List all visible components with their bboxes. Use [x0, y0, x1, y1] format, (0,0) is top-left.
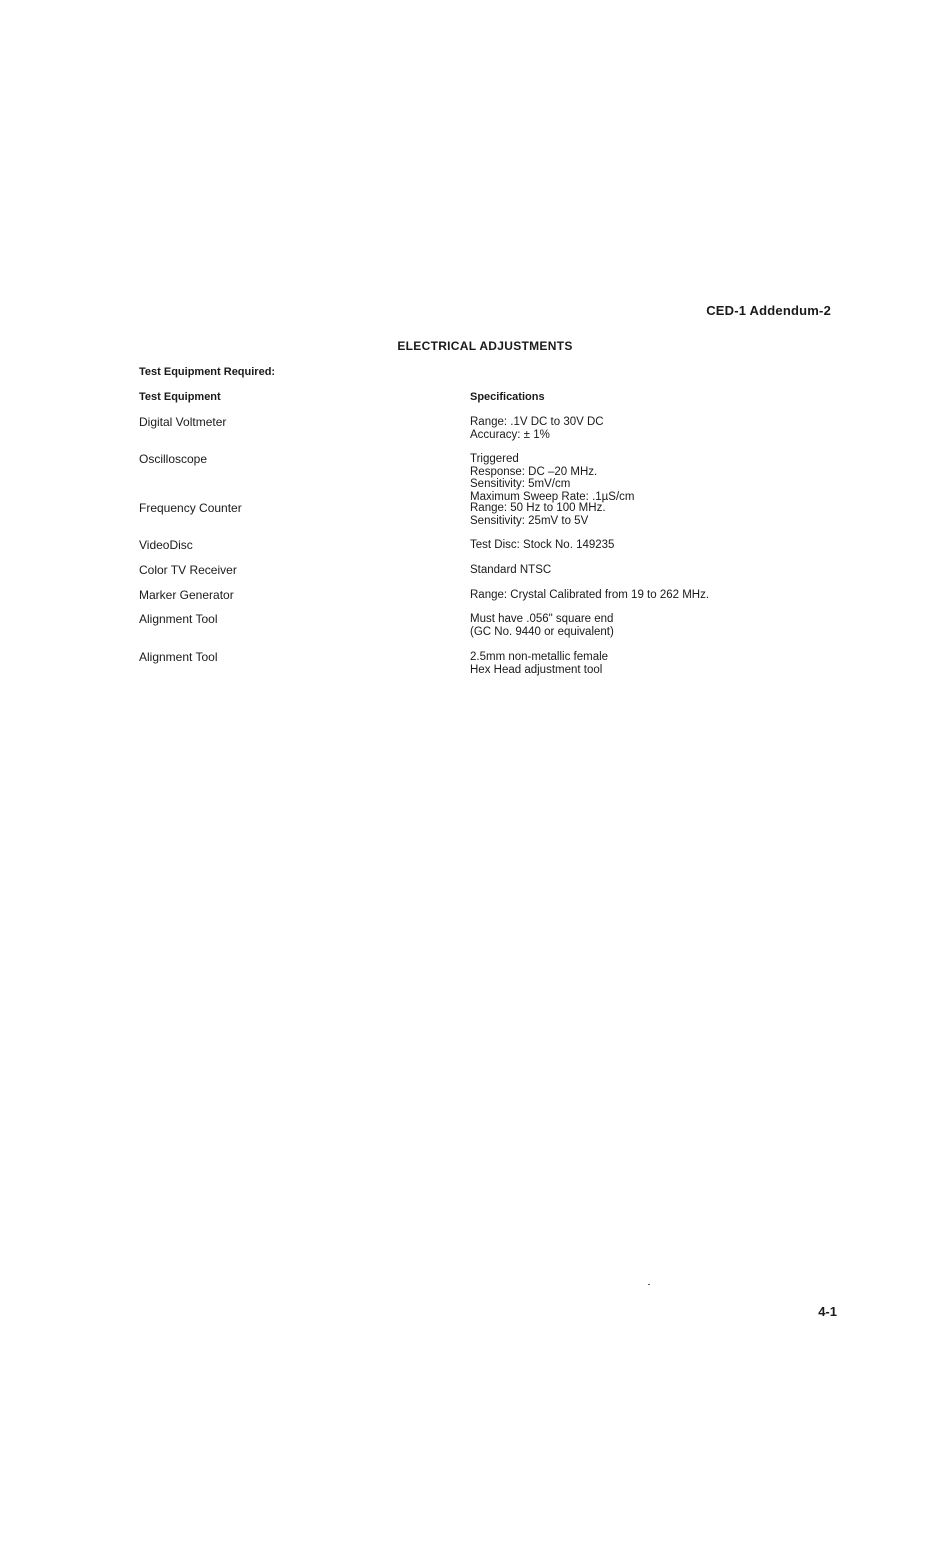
column-header-equipment: Test Equipment — [139, 391, 221, 403]
equipment-spec: 2.5mm non-metallic female Hex Head adjustment tool — [470, 651, 609, 676]
column-header-specifications: Specifications — [470, 391, 545, 403]
equipment-name: VideoDisc — [139, 538, 193, 552]
document-id: CED-1 Addendum-2 — [706, 303, 831, 318]
equipment-spec: Triggered Response: DC –20 MHz. Sensitivity: 5mV/cm Maximum Sweep Rate: .1µS/cm — [470, 453, 635, 503]
equipment-spec: Test Disc: Stock No. 149235 — [470, 539, 615, 551]
equipment-name: Digital Voltmeter — [139, 415, 227, 429]
equipment-name: Frequency Counter — [139, 501, 242, 515]
equipment-name: Alignment Tool — [139, 612, 218, 626]
scan-speck — [648, 1284, 650, 1285]
equipment-spec: Range: .1V DC to 30V DC Accuracy: ± 1% — [470, 416, 604, 441]
equipment-name: Alignment Tool — [139, 650, 218, 664]
equipment-spec: Range: Crystal Calibrated from 19 to 262 MHz. — [470, 589, 710, 601]
equipment-name: Color TV Receiver — [139, 563, 237, 577]
equipment-spec: Standard NTSC — [470, 564, 552, 576]
required-label: Test Equipment Required: — [139, 366, 276, 378]
equipment-name: Oscilloscope — [139, 452, 208, 466]
section-title: ELECTRICAL ADJUSTMENTS — [397, 339, 573, 353]
equipment-spec: Range: 50 Hz to 100 MHz. Sensitivity: 25mV to 5V — [470, 502, 606, 527]
page-number: 4-1 — [818, 1304, 837, 1319]
equipment-name: Marker Generator — [139, 588, 234, 602]
equipment-spec: Must have .056" square end (GC No. 9440 or equivalent) — [470, 613, 614, 638]
